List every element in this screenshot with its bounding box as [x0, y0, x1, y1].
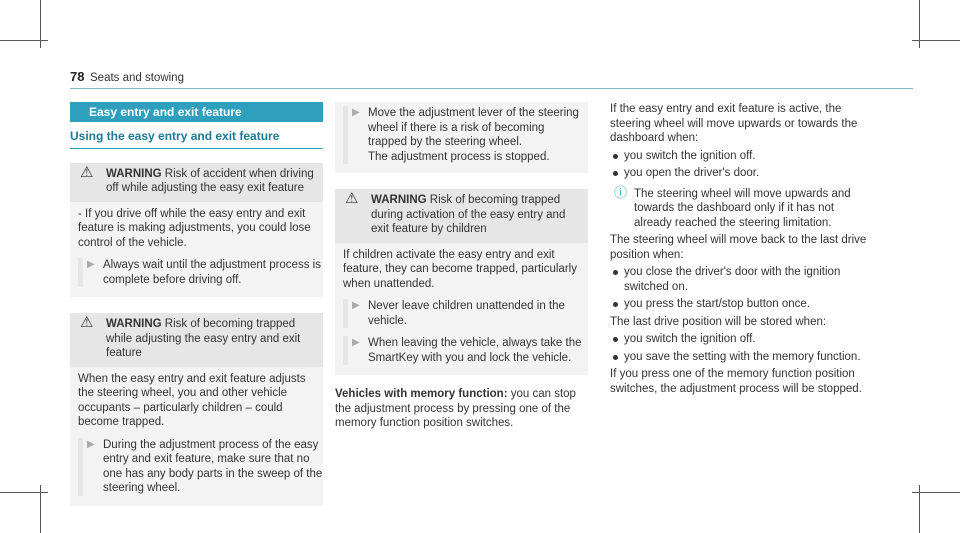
warning-label: WARNING	[106, 318, 162, 330]
stored-paragraph: The last drive position will be stored when:	[610, 315, 827, 328]
instruction-step	[343, 106, 580, 164]
warning-label: WARNING	[106, 167, 162, 180]
warning-triangle-icon: ⚠	[80, 314, 94, 331]
instruction-step	[343, 299, 588, 328]
warning-body: - If you drive off while the easy entry and exit feature is making adjustments, you could lose control of the vehicle.	[78, 207, 311, 249]
warning-triangle-icon: ⚠	[345, 190, 359, 207]
warning-header	[70, 313, 323, 367]
column-3	[610, 102, 868, 396]
step-text: When leaving the vehicle, always take the SmartKey with you and lock the vehicle.	[368, 337, 582, 364]
info-icon: ⓘ	[614, 184, 628, 200]
warning-heading: Risk of accident when driving off while adjusting the easy exit feature	[106, 167, 314, 194]
warning-body: If children activate the easy entry and exit feature, they can become trapped, particularly when unattended.	[343, 248, 577, 290]
list-item: you press the start/stop button once.	[610, 297, 868, 312]
info-note	[610, 184, 868, 231]
warning-box	[70, 313, 323, 506]
list-item: you switch the ignition off.	[610, 332, 868, 347]
instruction-step	[78, 258, 323, 287]
arrow-right-icon: ▶	[352, 337, 360, 348]
crop-mark	[0, 40, 48, 41]
step-result: The adjustment process is stopped.	[368, 150, 550, 163]
header-divider	[70, 88, 913, 89]
info-text: The steering wheel will move upwards and towards the dashboard only if it has not already reached the steering limitation.	[634, 187, 851, 229]
column-2	[335, 102, 588, 431]
warning-heading: Risk of becoming trapped while adjusting the easy entry and exit feature	[106, 318, 301, 359]
column-1	[70, 102, 323, 506]
crop-mark	[912, 40, 960, 41]
subheading: Using the easy entry and exit feature	[70, 129, 323, 149]
intro-paragraph: If the easy entry and exit feature is active, the steering wheel will move upwards or towards the dashboard when:	[610, 103, 858, 144]
warning-box	[70, 163, 323, 298]
warning-header	[335, 189, 588, 243]
memory-text: you can stop the adjustment process by pressing one of the memory function position switches.	[335, 388, 576, 429]
arrow-right-icon: ▶	[87, 438, 95, 450]
step-text: Never leave children unattended in the vehicle.	[368, 300, 565, 327]
list-item: you close the driver's door with the ignition switched on.	[610, 265, 868, 294]
warning-header	[70, 163, 323, 202]
step-text: Always wait until the adjustment process is complete before driving off.	[103, 259, 321, 286]
warning-body: When the easy entry and exit feature adjusts the steering wheel, you and other vehicle occupants – particularly children – could become trapped.	[78, 372, 306, 428]
arrow-right-icon: ▶	[87, 259, 95, 270]
list-item: you open the driver's door.	[610, 166, 868, 181]
arrow-right-icon: ▶	[352, 300, 360, 311]
arrow-right-icon: ▶	[352, 107, 360, 118]
instruction-step	[78, 438, 323, 496]
section-heading: Easy entry and exit feature	[70, 102, 323, 122]
warning-box	[335, 189, 588, 375]
warning-continuation	[335, 102, 588, 173]
step-text: Move the adjustment lever of the steering wheel if there is a risk of becoming trapped by the steering wheel.	[368, 107, 579, 148]
list-item: you save the setting with the memory function.	[610, 350, 868, 365]
list-item: you switch the ignition off.	[610, 149, 868, 164]
instruction-step	[343, 336, 588, 365]
page-number: 78	[70, 69, 85, 84]
warning-label: WARNING	[371, 194, 427, 206]
crop-mark	[912, 492, 960, 493]
warning-heading: Risk of becoming trapped during activation of the easy entry and exit feature by children	[371, 194, 566, 235]
step-text: During the adjustment process of the easy entry and exit feature, make sure that no one has any body parts in the sweep of the steering wheel.	[103, 438, 323, 494]
warning-triangle-icon: ⚠	[80, 163, 94, 181]
memory-paragraph	[335, 387, 588, 431]
back-paragraph: The steering wheel will move back to the last drive position when:	[610, 234, 867, 261]
final-paragraph: If you press one of the memory function position switches, the adjustment process will be stopped.	[610, 368, 862, 395]
crop-mark	[0, 492, 48, 493]
section-title: Seats and stowing	[90, 72, 184, 84]
memory-label: Vehicles with memory function:	[335, 388, 508, 400]
